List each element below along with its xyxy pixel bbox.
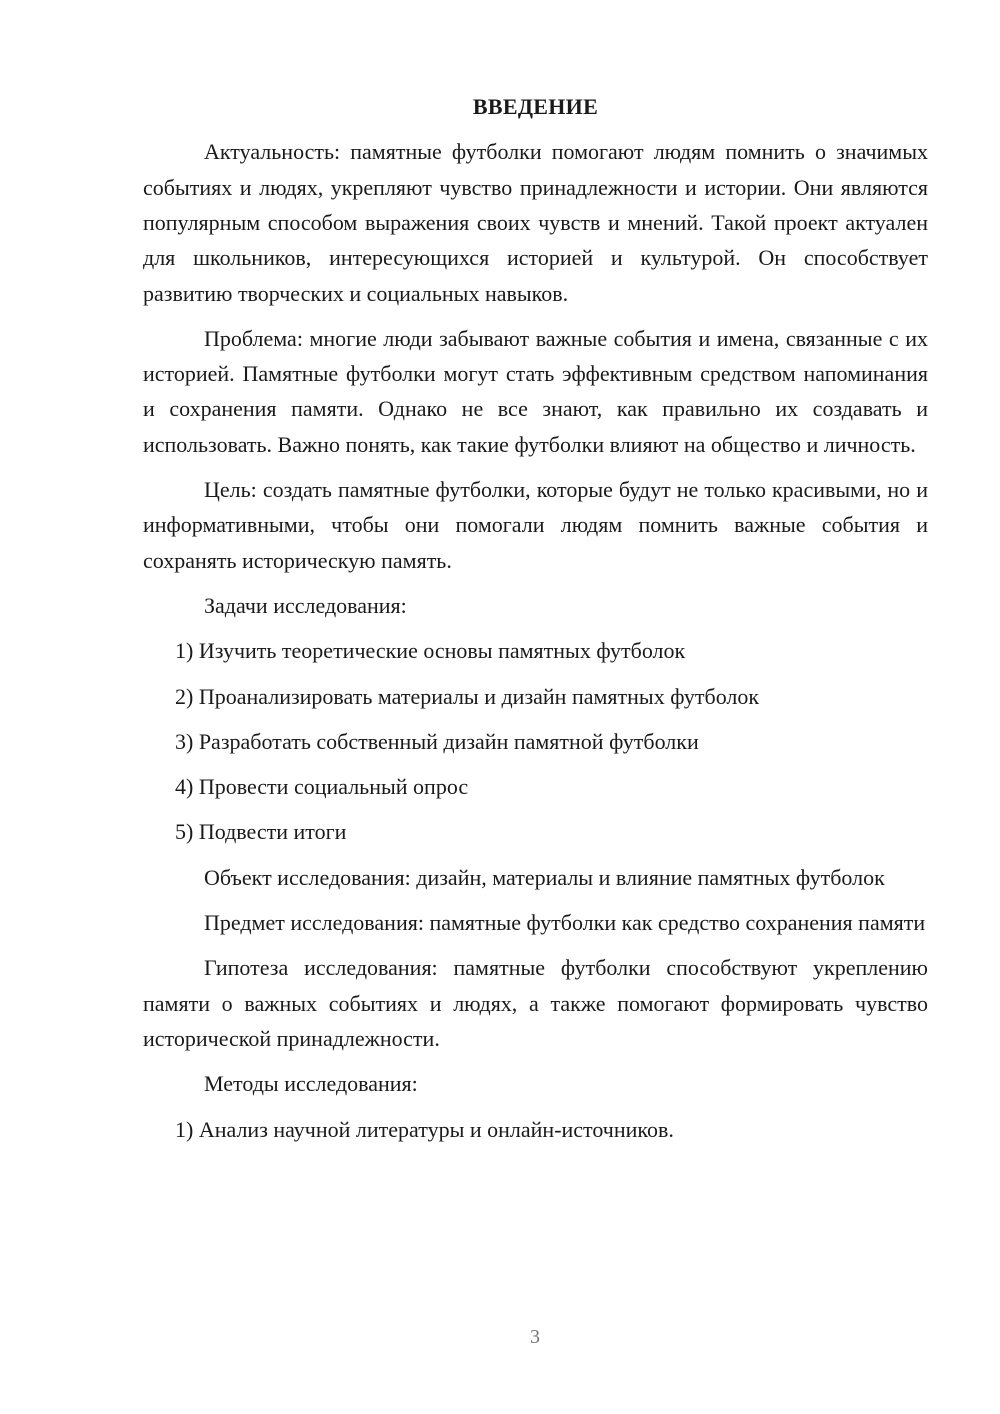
task-item-3: 3) Разработать собственный дизайн памятной футболки [175, 728, 699, 754]
task-item-5: 5) Подвести итоги [175, 819, 347, 845]
relevance-paragraph: Актуальность: памятные футболки помогают людям помнить о значимых событиях и людях, укрепляют чувство принадлежности и истории. Они являются популярным способом выражения своих чувств и мнений. Такой проект актуален для школьников, интересующихся историей и культурой. Он способствует развитию творческих и социальных навыков. [143, 139, 928, 306]
methods-list [143, 1112, 928, 1147]
subject-paragraph: Предмет исследования: памятные футболки как средство сохранения памяти [204, 910, 926, 936]
section-title: ВВЕДЕНИЕ [472, 94, 599, 119]
method-item-1: 1) Анализ научной литературы и онлайн-источников. [175, 1116, 674, 1142]
goal-paragraph: Цель: создать памятные футболки, которые будут не только красивыми, но и информативными, чтобы они помогали людям помнить важные события и сохранять историческую память. [143, 477, 928, 573]
problem-paragraph: Проблема: многие люди забывают важные события и имена, связанные с их историей. Памятные футболки могут стать эффективным средством напоминания и сохранения памяти. Однако не все знают, как правильно их создавать и использовать. Важно понять, как такие футболки влияют на общество и личность. [143, 325, 928, 457]
object-paragraph: Объект исследования: дизайн, материалы и влияние памятных футболок [204, 864, 885, 890]
hypothesis-paragraph: Гипотеза исследования: памятные футболки способствуют укреплению памяти о важных событиях и людях, а также помогают формировать чувство исторической принадлежности. [143, 955, 928, 1051]
tasks-list [143, 633, 928, 849]
methods-heading: Методы исследования: [204, 1071, 418, 1097]
task-item-2: 2) Проанализировать материалы и дизайн памятных футболок [175, 683, 760, 709]
task-item-1: 1) Изучить теоретические основы памятных футболок [175, 638, 686, 664]
page-number: 3 [530, 1326, 540, 1348]
tasks-heading: Задачи исследования: [204, 592, 407, 618]
page-content [143, 94, 928, 1147]
task-item-4: 4) Провести социальный опрос [175, 774, 469, 800]
